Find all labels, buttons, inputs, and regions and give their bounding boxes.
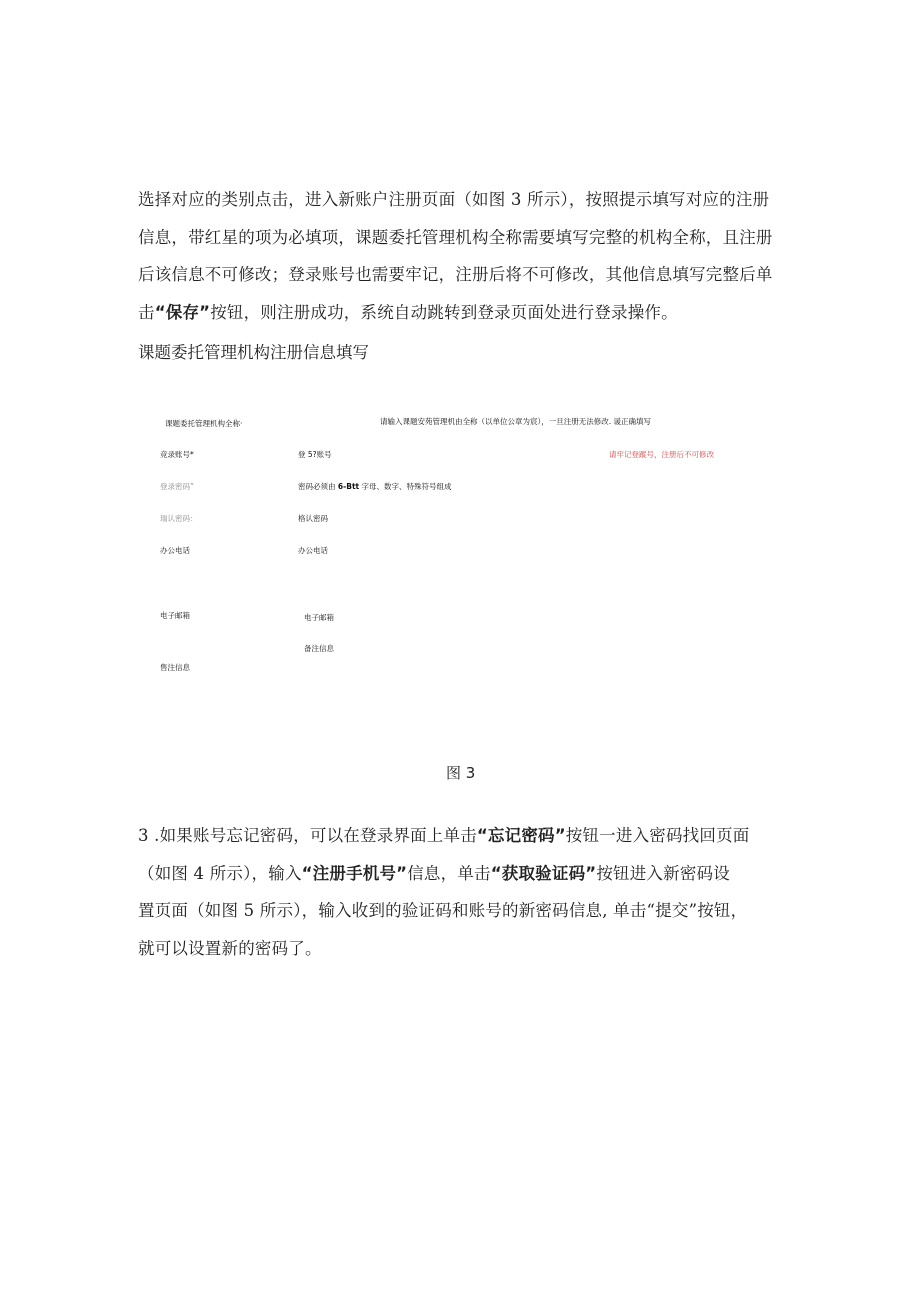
account-placeholder: 登 5?账号	[298, 450, 332, 459]
password-placeholder-c: 字母、数字、特殊符号组成	[361, 482, 452, 491]
password-placeholder-a: 密码必须由	[298, 482, 336, 491]
password-input[interactable]	[298, 481, 452, 492]
remark-label: 售注信息	[160, 663, 190, 672]
figure-caption: 图 3	[446, 764, 476, 782]
org-name-placeholder: 请输入课题安苑管理机由全称（以单位公章为宸），一旦注册无法修改. 谖正确填写	[380, 417, 652, 426]
paragraph-line: 置页面（如图 5 所示），输入收到的验证码和账号的新密码信息, 单击“提交”按钮，	[138, 901, 748, 920]
email-placeholder: 电子邮箱	[304, 613, 334, 622]
account-warning: 请牢记登蹤号，注册后不可修改	[609, 450, 714, 459]
paragraph-line: 就可以设置新的密码了。	[138, 938, 322, 958]
get-code-reference: “获取验证码”	[490, 863, 597, 883]
phone-number-reference: “注册手机号”	[301, 863, 408, 883]
section-title: 课题委托管理机构注册信息填写	[138, 343, 369, 362]
phone-input[interactable]	[298, 545, 328, 556]
password-placeholder-b: 6-Btt	[337, 482, 360, 491]
forgot-password-paragraph	[138, 817, 788, 967]
paragraph-line: 后该信息不可修改；登录账号也需要牢记，注册后将不可修改，其他信息填写完整后单	[138, 265, 773, 284]
save-button-reference: “保存”	[154, 302, 211, 322]
remark-input[interactable]	[304, 643, 334, 654]
intro-paragraph	[138, 181, 788, 331]
text-run: 按钮一进入密码找回页面	[565, 826, 750, 845]
paragraph-line	[138, 855, 788, 893]
org-name-label: 课题委托管理机构全称·	[165, 419, 243, 428]
forgot-password-reference: “忘记密码”	[476, 826, 566, 845]
remark-placeholder: 备注信息	[304, 644, 334, 653]
text-run: （如图 4 所示），输入	[138, 863, 302, 883]
paragraph-line: 信息，带红星的项为必填项，课题委托管理机构全称需要填写完整的机构全称，且注册	[138, 227, 773, 247]
paragraph-line: 选择对应的类别点击，进入新账户注册页面（如图 3 所示），按照提示填写对应的注册	[138, 190, 770, 209]
account-input[interactable]	[298, 449, 332, 460]
confirm-password-placeholder: 格认密码	[298, 514, 328, 523]
text-run: 3 .如果账号忘记密码，可以在登录界面上单击	[138, 826, 477, 845]
confirm-password-label: 瑞认密码：	[160, 514, 198, 523]
email-input[interactable]	[304, 612, 334, 623]
paragraph-line	[138, 294, 788, 332]
phone-placeholder: 办公电话	[298, 546, 328, 555]
paragraph-line	[138, 817, 788, 855]
email-label: 电子邮箱	[160, 611, 190, 620]
password-label: 登录密码”	[160, 482, 194, 491]
account-label: 竞录账号*	[160, 450, 194, 459]
text-run: 信息，单击	[407, 863, 491, 883]
org-name-input[interactable]	[380, 416, 651, 427]
text-run: 按钮进入新密码设	[596, 863, 730, 883]
confirm-password-input[interactable]	[298, 513, 328, 524]
text-run: 击	[138, 302, 155, 322]
phone-label: 办公电话	[160, 546, 190, 555]
text-run: 按钮，则注册成功，系统自动跳转到登录页面处进行登录操作。	[210, 302, 678, 322]
